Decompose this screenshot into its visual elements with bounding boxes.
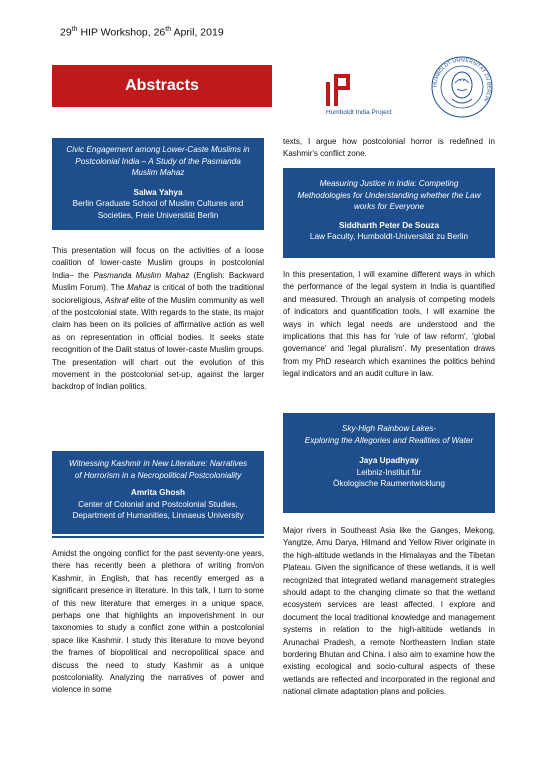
abstract-3-body: In this presentation, I will examine different ways in which the performance of the legal system in India is quantified and measured. Through an analysis of competing models of indicators and quantification tools, I will examine the ways in which legal needs are understood and the implications that this has for 'rule of law reform', 'global governance' and 'legal pluralism'. My presentation draws from my PhD research which examines the politics behind legal indicators and an audit culture in law. xyxy=(283,270,495,379)
abstract-4-affiliation-line-2: Ökologische Raumentwicklung xyxy=(333,479,445,488)
abstract-2-header xyxy=(52,451,264,534)
abstract-4-header xyxy=(283,413,495,513)
abstract-4-body: Major rivers in Southeast Asia like the Ganges, Mekong, Yangtze, Amu Darya, Hilmand and Yellow River originate in the high-altitude wetlands in the Himalayas and the Tibetan Plateau. Given the significance of these wetlands, it is well recognized that integrated wetland management strategies should adapt to the changing climate so that the wetland ecosystem services are least affected. I explore and document the local traditional knowledge and management systems in relation to the high-altitude wetlands in Arunachal Pradesh, a remote Northeastern Indian state bordering Bhutan and China. I also aim to examine how the existing ecological and socio-cultural aspects of these wetlands are reflected and incorporated in the regional and national climate adaptation plans and policies. xyxy=(283,526,495,697)
abstract-4-author: Jaya Upadhyay xyxy=(359,456,419,465)
page-title: Abstracts xyxy=(125,77,199,94)
abstract-1-title: Civic Engagement among Lower-Caste Muslims in Postcolonial India – A Study of the Pasmanda Muslim Mahaz xyxy=(66,145,250,177)
abstract-2-affiliation: Center of Colonial and Postcolonial Studies, Department of Humanities, Linnaeus University xyxy=(72,499,244,520)
abstract-2-body: Amidst the ongoing conflict for the past seventy-one years, there has recently been a plethora of writing from/on Kashmir, in English, that has recently emerged as a significant presence in literature. In this talk, I turn to some of this new literature that emerges in a unique space, perhaps one that highlights an impoverishment in our taxonomies to study a conflict zone within a postcolonial space like Kashmir. I study this literature to move beyond the frames of biopolitical and necropolitical space and discuss the need to study Kashmir as a unique postcoloniality. Analyzing the narratives of power and violence in some xyxy=(52,549,264,695)
abstract-3-affiliation: Law Faculty, Humboldt-Universität zu Berlin xyxy=(309,232,469,241)
workshop-header: 29th HIP Workshop, 26th April, 2019 xyxy=(60,26,224,39)
svg-text:HUMBOLDT-UNIVERSITÄT ZU BERLIN: HUMBOLDT-UNIVERSITÄT ZU BERLIN xyxy=(432,57,492,103)
abstract-1-affiliation: Berlin Graduate School of Muslim Cultures and Societies, Freie Universität Berlin xyxy=(72,199,244,220)
abstract-4-title-line-2: Exploring the Allegories and Realities of Water xyxy=(304,435,474,445)
abstract-3-title: Measuring Justice in India: Competing Methodologies for Understanding whether the Law works for Everyone xyxy=(297,179,481,211)
abstracts-banner xyxy=(52,65,272,107)
abstract-4-title-line-1: Sky-High Rainbow Lakes- xyxy=(341,424,437,433)
abstract-2-title: Witnessing Kashmir in New Literature: Narratives of Horrorism in a Necropolitical Postcoloniality xyxy=(68,459,248,480)
abstract-2-author: Amrita Ghosh xyxy=(130,488,186,497)
abstract-3-header xyxy=(283,168,495,258)
abstract-4-affiliation-line-1: Leibniz-Institut für xyxy=(356,467,422,477)
abstract-2-body-continued: texts, I argue how postcolonial horror is redefined in Kashmir's conflict zone. xyxy=(283,137,495,159)
abstract-1-header xyxy=(52,138,264,230)
humboldt-university-seal xyxy=(430,55,494,119)
abstract-3-author: Siddharth Peter De Souza xyxy=(338,220,440,230)
abstract-2-divider xyxy=(52,536,264,538)
hip-caption: Humboldt India Project xyxy=(326,109,392,116)
abstract-1-author: Salwa Yahya xyxy=(133,187,183,197)
abstract-1-body: This presentation will focus on the activities of a loose coalition of lower-caste Muslim groups in postcolonial India– the Pasmanda Muslim Mahaz (English: Backward Muslim Forum). The Mahaz is critical of both the traditional socioreligious, Ashraf elite of the Muslim community as well of the postcolonial state. With regards to the state, its major claim has been on its policies of affirmative action as well as on representation in official bodies. It seeks state recognition of the Dalit status of lower-caste Muslim groups. The presentation will chart out the evolution of this movement in the postcolonial set-up, against the larger backdrop of Indian politics. xyxy=(52,246,264,392)
hip-logo xyxy=(318,72,428,117)
